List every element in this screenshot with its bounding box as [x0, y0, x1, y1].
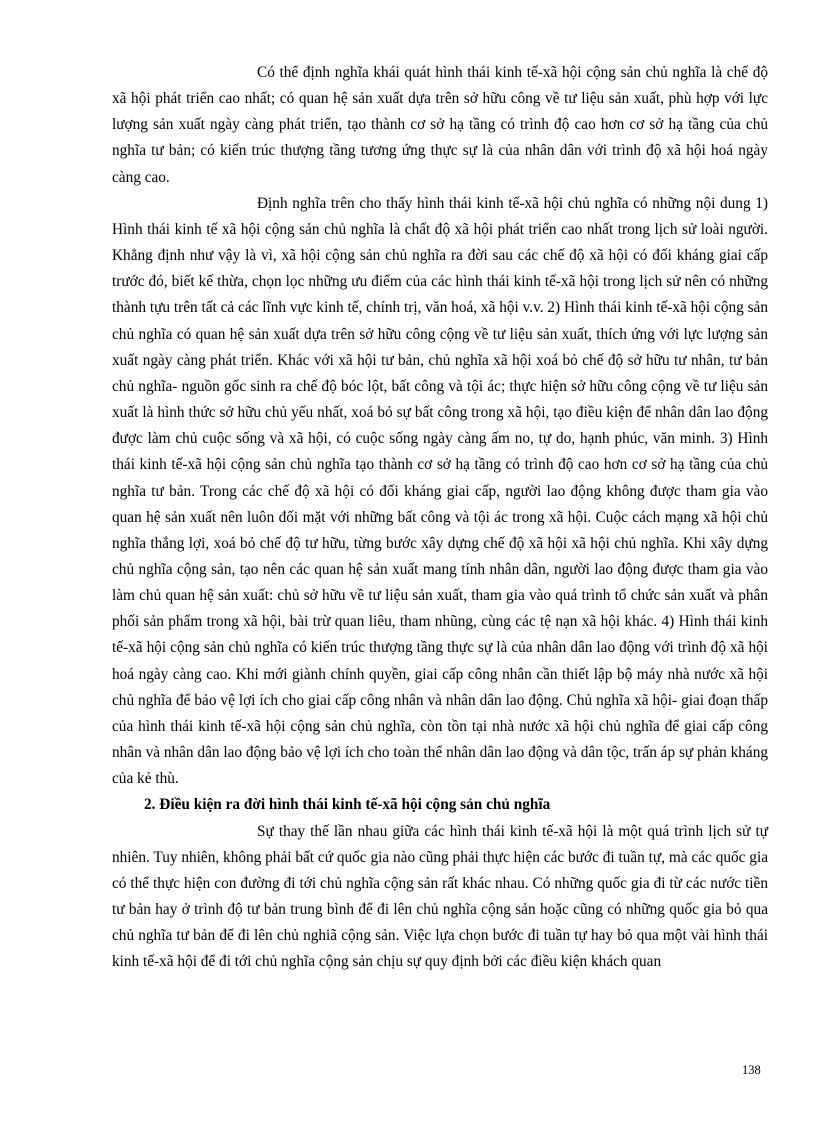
page-number: 138 [742, 1063, 761, 1077]
section-heading: 2. Điều kiện ra đời hình thái kinh tế-xã hội cộng sản chủ nghĩa [144, 796, 551, 814]
paragraph-content-points: Định nghĩa trên cho thấy hình thái kinh tế-xã hội chủ nghĩa có những nội dung 1) Hình thái kinh tế xã hội cộng sản chủ nghĩa là chất độ xã hội phát triển cao nhất trong lịch sử loài người. Khẳng định như vậy là vì, xã hội cộng sản chủ nghĩa ra đời sau các chế độ xã hội có đối kháng giai cấp trước đó, biết kế thừa, chọn lọc những ưu điểm của các hình thái kinh tế-xã hội trong lịch sử nên có những thành tựu trên tất cả các lĩnh vực kinh tế, chính trị, văn hoá, xã hội v.v. 2) Hình thái kinh tế-xã hội cộng sản chủ nghĩa có quan hệ sản xuất dựa trên sở hữu công cộng về tư liệu sản xuất, thích ứng với lực lượng sản xuất ngày càng phát triển. Khác với xã hội tư bản, chủ nghĩa xã hội xoá bỏ chế độ sở hữu tư nhân, tư bản chủ nghĩa- nguồn gốc sinh ra chế độ bóc lột, bất công và tội ác; thực hiện sở hữu công cộng về tư liệu sản xuất là hình thức sở hữu chủ yếu nhất, xoá bỏ sự bất công trong xã hội, tạo điều kiện để nhân dân lao động được làm chủ cuộc sống và xã hội, có cuộc sống ngày càng ấm no, tự do, hạnh phúc, văn minh. 3) Hình thái kinh tế-xã hội cộng sản chủ nghĩa tạo thành cơ sở hạ tầng có trình độ cao hơn cơ sở hạ tầng của chủ nghĩa tư bản. Trong các chế độ xã hội có đối kháng giai cấp, người lao động không được tham gia vào quan hệ sản xuất nên luôn đối mặt với những bất công và tội ác trong xã hội. Cuộc cách mạng xã hội chủ nghĩa thắng lợi, xoá bỏ chế độ tư hữu, từng bước xây dựng chế độ xã hội xã hội chủ nghĩa. Khi xây dựng chủ nghĩa cộng sản, tạo nên các quan hệ sản xuất mang tính nhân dân, người lao động được tham gia vào làm chủ quan hệ sản xuất: chủ sở hữu về tư liệu sản xuất, tham gia vào quá trình tổ chức sản xuất và phân phối sản phẩm trong xã hội, bài trừ quan liêu, tham nhũng, cùng các tệ nạn xã hội khác. 4) Hình thái kinh tế-xã hội cộng sản chủ nghĩa có kiến trúc thượng tầng thực sự là của nhân dân lao động với trình độ xã hội hoá ngày càng cao. Khi mới giành chính quyền, giai cấp công nhân cần thiết lập bộ máy nhà nước xã hội chủ nghĩa để bảo vệ lợi ích cho giai cấp công nhân và nhân dân lao động. Chủ nghĩa xã hội- giai đoạn thấp của hình thái kinh tế-xã hội cộng sản chủ nghĩa, còn tồn tại nhà nước xã hội chủ nghĩa để giai cấp công nhân và nhân dân lao động bảo vệ lợi ích cho toàn thể nhân dân lao động và dân tộc, trấn áp sự phản kháng của kẻ thù. [112, 194, 768, 788]
paragraph-definition: Có thể định nghĩa khái quát hình thái kinh tế-xã hội cộng sản chủ nghĩa là chế độ xã hội phát triển cao nhất; có quan hệ sản xuất dựa trên sở hữu công về tư liệu sản xuất, phù hợp với lực lượng sản xuất ngày càng phát triển, tạo thành cơ sở hạ tầng có trình độ cao hơn cơ sở hạ tầng của chủ nghĩa tư bản; có kiến trúc thượng tầng tương ứng thực sự là của nhân dân với trình độ xã hội hoá ngày càng cao. [112, 64, 768, 186]
body-text [112, 60, 768, 975]
paragraph-conditions: Sự thay thế lần nhau giữa các hình thái kinh tế-xã hội là một quá trình lịch sử tự nhiên. Tuy nhiên, không phải bất cứ quốc gia nào cũng phải thực hiện các bước đi tuần tự, mà các quốc gia có thể thực hiện con đường đi tới chủ nghĩa cộng sản rất khác nhau. Có những quốc gia đi từ các nước tiền tư bản hay ở trình độ tư bản trung bình để đi lên chủ nghĩa cộng sản hoặc cũng có những quốc gia bỏ qua chủ nghĩa tư bản để đi lên chủ nghiã cộng sản. Việc lựa chọn bước đi tuần tự hay bỏ qua một vài hình thái kinh tế-xã hội để đi tới chủ nghĩa cộng sản chịu sự quy định bởi các điều kiện khách quan [112, 822, 768, 971]
